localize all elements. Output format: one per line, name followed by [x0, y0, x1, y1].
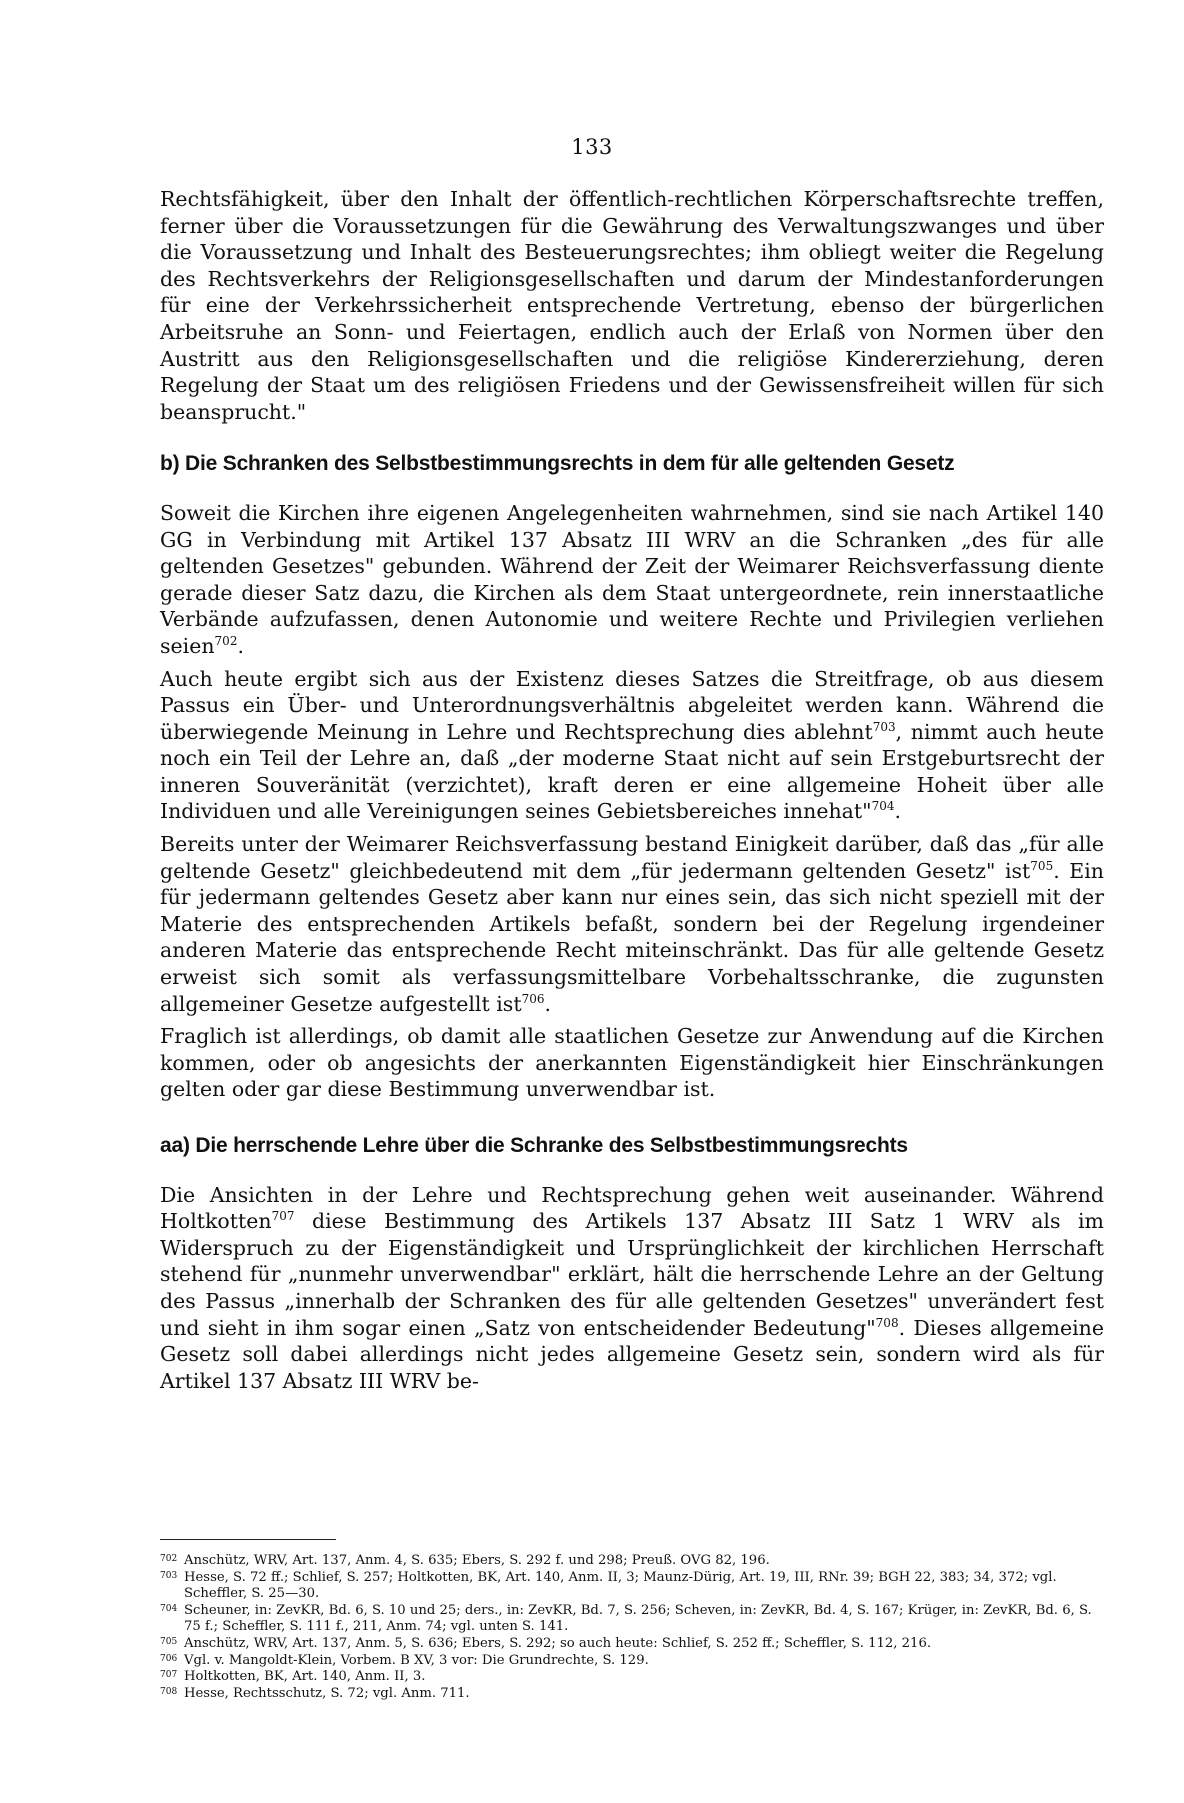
footnote-number: 707	[160, 1670, 178, 1681]
footnote-text: Scheuner, in: ZevKR, Bd. 6, S. 10 und 25; ders., in: ZevKR, Bd. 7, S. 256; Scheven, in: ZevKR, Bd. 4, S. 167; Krüger, in: ZevKR, Bd. 6, S. 75 f.; Scheffler, S. 111 f., 211, Anm. 74; vgl. unten S. 141.	[184, 1602, 1092, 1635]
paragraph: Fraglich ist allerdings, ob damit alle staatlichen Gesetze zur Anwendung auf die Kirchen kommen, oder ob angesichts der anerkannten Eigenständigkeit hier Einschränkungen gelten oder gar diese Bestimmung unverwendbar ist.	[160, 1024, 1104, 1102]
footnote	[160, 1686, 1104, 1703]
footnote-number: 704	[160, 1603, 178, 1614]
footnote-divider	[160, 1539, 336, 1540]
paragraph: Auch heute ergibt sich aus der Existenz dieses Satzes die Streitfrage, ob aus diesem Passus ein Über- und Unterordnungsverhältnis abgeleitet werden kann. Während die überwiegende Meinung in Lehre und Rechtsprechung dies ablehnt$^{703}$, nimmt auch heute noch ein Teil der Lehre an, daß „der moderne Staat nicht auf sein Erstgeburtsrecht der inneren Souveränität (verzichtet), kraft deren er eine allgemeine Hoheit über alle Individuen und alle Vereinigungen seines Gebietsbereiches innehat"$^{704}$.	[160, 666, 1104, 824]
footnote	[160, 1553, 1104, 1570]
footnote-text: Holtkotten, BK, Art. 140, Anm. II, 3.	[184, 1669, 426, 1685]
section-heading-aa: aa) Die herrschende Lehre über die Schranke des Selbstbestimmungsrechts	[160, 1134, 908, 1157]
footnote-number: 708	[160, 1686, 178, 1697]
footnote-text: Anschütz, WRV, Art. 137, Anm. 5, S. 636; Ebers, S. 292; so auch heute: Schlief, S. 252 ff.; Scheffler, S. 112, 216.	[184, 1635, 932, 1651]
footnote-number: 705	[160, 1636, 178, 1647]
footnote-number: 702	[160, 1554, 178, 1564]
footnote-number: 703	[160, 1570, 178, 1581]
footnote	[160, 1603, 1104, 1636]
footnote-text: Hesse, Rechtsschutz, S. 72; vgl. Anm. 711.	[184, 1685, 470, 1701]
footnote-number: 706	[160, 1653, 178, 1664]
footnote-text: Hesse, S. 72 ff.; Schlief, S. 257; Holtkotten, BK, Art. 140, Anm. II, 3; Maunz-Dürig, Art. 19, III, RNr. 39; BGH 22, 383; 34, 372; vgl. Scheffler, S. 25—30.	[184, 1569, 1057, 1602]
body-text	[160, 186, 1104, 1400]
paragraph: Die Ansichten in der Lehre und Rechtsprechung gehen weit auseinander. Während Holtkotten$^{707}$ diese Bestimmung des Artikels 137 Absatz III Satz 1 WRV als im Widerspruch zu der Eigenständigkeit und Ursprünglichkeit der kirchlichen Herrschaft stehend für „nunmehr unverwendbar" erklärt, hält die herrschende Lehre an der Geltung des Passus „innerhalb der Schranken des für alle geltenden Gesetzes" unverändert fest und sieht in ihm sogar einen „Satz von entscheidender Bedeutung"$^{708}$. Dieses allgemeine Gesetz soll dabei allerdings nicht jedes allgemeine Gesetz sein, sondern wird als für Artikel 137 Absatz III WRV be-	[160, 1182, 1104, 1393]
page-number: 133	[571, 135, 613, 159]
footnote-text: Anschütz, WRV, Art. 137, Anm. 4, S. 635; Ebers, S. 292 f. und 298; Preuß. OVG 82, 196.	[184, 1553, 770, 1568]
intro-paragraph: Rechtsfähigkeit, über den Inhalt der öffentlich-rechtlichen Körperschaftsrechte treffen, ferner über die Voraussetzungen für die Gewährung des Verwaltungszwanges und über die Voraussetzung und Inhalt des Besteuerungsrechtes; ihm obliegt weiter die Regelung des Rechtsverkehrs der Religionsgesellschaften und darum der Mindestanforderungen für eine der Verkehrssicherheit entsprechende Vertretung, ebenso der bürgerlichen Arbeitsruhe an Sonn- und Feiertagen, endlich auch der Erlaß von Normen über den Austritt aus den Religionsgesellschaften und die religiöse Kindererziehung, deren Regelung der Staat um des religiösen Friedens und der Gewissensfreiheit willen für sich beansprucht."	[160, 187, 1104, 424]
footnote-ref[interactable]: 703	[872, 719, 896, 734]
footnote-ref[interactable]: 702	[214, 634, 238, 649]
section-heading-b: b) Die Schranken des Selbstbestimmungsrechts in dem für alle geltenden Gesetz	[160, 452, 955, 476]
footnote	[160, 1669, 1104, 1686]
footnote-ref[interactable]: 707	[271, 1209, 295, 1224]
footnote-ref[interactable]: 705	[1030, 858, 1054, 873]
footnote	[160, 1570, 1104, 1603]
footnote	[160, 1653, 1104, 1670]
footnotes	[160, 1553, 1104, 1702]
paragraph: Bereits unter der Weimarer Reichsverfassung bestand Einigkeit darüber, daß das „für alle geltende Gesetz" gleichbedeutend mit dem „für jedermann geltenden Gesetz" ist$^{705}$. Ein für jedermann geltendes Gesetz aber kann nur eines sein, das sich nicht speziell mit der Materie des entsprechenden Artikels befaßt, sondern bei der Regelung irgendeiner anderen Materie das entsprechende Recht miteinschränkt. Das für alle geltende Gesetz erweist sich somit als verfassungsmittelbare Vorbehaltsschranke, die zugunsten allgemeiner Gesetze aufgestellt ist$^{706}$.	[160, 832, 1105, 1016]
paragraph: Soweit die Kirchen ihre eigenen Angelegenheiten wahrnehmen, sind sie nach Artikel 140 GG in Verbindung mit Artikel 137 Absatz III WRV an die Schranken „des für alle geltenden Gesetzes" gebunden. Während der Zeit der Weimarer Reichsverfassung diente gerade dieser Satz dazu, die Kirchen als dem Staat untergeordnete, rein innerstaatliche Verbände aufzufassen, denen Autonomie und weitere Rechte und Privilegien verliehen seien$^{702}$.	[160, 500, 1104, 658]
footnote-ref[interactable]: 708	[875, 1315, 899, 1330]
footnote-ref[interactable]: 706	[521, 991, 545, 1006]
footnote-ref[interactable]: 704	[871, 799, 895, 814]
footnote	[160, 1636, 1104, 1653]
footnote-text: Vgl. v. Mangoldt-Klein, Vorbem. B XV, 3 vor: Die Grundrechte, S. 129.	[184, 1652, 649, 1668]
